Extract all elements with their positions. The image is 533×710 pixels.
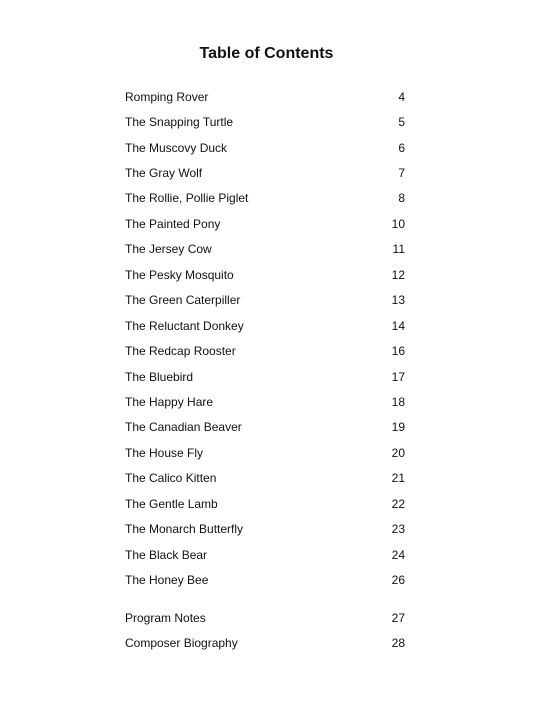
toc-entry (125, 160, 405, 185)
toc-entry-page: 23 (391, 522, 405, 537)
toc-entry (125, 84, 405, 109)
toc-entry-label: The Green Caterpiller (125, 293, 241, 308)
toc-entry-page: 11 (392, 242, 405, 257)
toc-entry-label: The Redcap Rooster (125, 344, 236, 359)
toc-entry-page: 17 (391, 369, 405, 384)
toc-entry-page: 28 (391, 636, 405, 651)
toc-entry-page: 24 (391, 547, 405, 562)
toc-entry (125, 109, 405, 134)
toc-entry-page: 8 (398, 191, 405, 206)
toc-extras-list (125, 605, 405, 656)
toc-entry (125, 135, 405, 160)
toc-entry-label: The Pesky Mosquito (125, 267, 234, 282)
toc-entry-page: 22 (391, 496, 405, 511)
toc-entry (125, 237, 405, 262)
toc-entry (125, 389, 405, 414)
toc-entry (125, 567, 405, 592)
toc-entry-label: The Happy Hare (125, 394, 214, 409)
toc-entry-label: The Snapping Turtle (125, 115, 234, 130)
toc-entry (125, 262, 405, 287)
toc-entry (125, 542, 405, 567)
toc-entry (125, 415, 405, 440)
toc-entry-label: The Canadian Beaver (125, 420, 242, 435)
toc-entry (125, 440, 405, 465)
toc-entry-page: 16 (391, 344, 405, 359)
toc-entry (125, 466, 405, 491)
toc-entry (125, 338, 405, 363)
toc-entry-page: 14 (391, 318, 405, 333)
toc-entry-label: The House Fly (125, 445, 204, 460)
toc-entry-page: 4 (398, 89, 405, 104)
toc-entry-label: The Reluctant Donkey (125, 318, 244, 333)
toc-entry-page: 27 (391, 610, 405, 625)
toc-entry (125, 605, 405, 630)
toc-entry-label: The Jersey Cow (125, 242, 212, 257)
toc-entry-label: The Monarch Butterfly (125, 522, 244, 537)
toc-entry-page: 5 (398, 115, 405, 130)
toc-entry-label: The Rollie, Pollie Piglet (125, 191, 249, 206)
toc-entry-label: The Gentle Lamb (125, 496, 218, 511)
toc-entry-label: Romping Rover (125, 89, 209, 104)
toc-entry (125, 186, 405, 211)
toc-entry-page: 21 (391, 471, 405, 486)
toc-entry-page: 7 (398, 166, 405, 181)
toc-entry-page: 12 (391, 267, 405, 282)
toc-main-list (125, 84, 405, 593)
toc-entry-label: Composer Biography (125, 636, 238, 651)
toc-entry (125, 211, 405, 236)
toc-entry (125, 491, 405, 516)
toc-entry (125, 288, 405, 313)
toc-entry-label: Program Notes (125, 610, 206, 625)
toc-entry (125, 630, 405, 655)
toc-entry-page: 19 (391, 420, 405, 435)
toc-entry-label: The Black Bear (125, 547, 208, 562)
toc-entry (125, 313, 405, 338)
toc-entry (125, 516, 405, 541)
page-title: Table of Contents (199, 45, 334, 62)
toc-entry-label: The Bluebird (125, 369, 194, 384)
toc-entry-page: 26 (391, 573, 405, 588)
toc-entry-page: 13 (391, 293, 405, 308)
toc-entry-page: 20 (391, 445, 405, 460)
toc-entry-page: 18 (391, 394, 405, 409)
toc-entry (125, 364, 405, 389)
toc-entry-label: The Honey Bee (125, 573, 209, 588)
toc-entry-label: The Gray Wolf (125, 166, 203, 181)
toc-entry-label: The Painted Pony (125, 216, 221, 231)
toc-entry-page: 10 (391, 216, 405, 231)
toc-entry-label: The Muscovy Duck (125, 140, 228, 155)
toc-entry-label: The Calico Kitten (125, 471, 217, 486)
toc-entry-page: 6 (398, 140, 405, 155)
